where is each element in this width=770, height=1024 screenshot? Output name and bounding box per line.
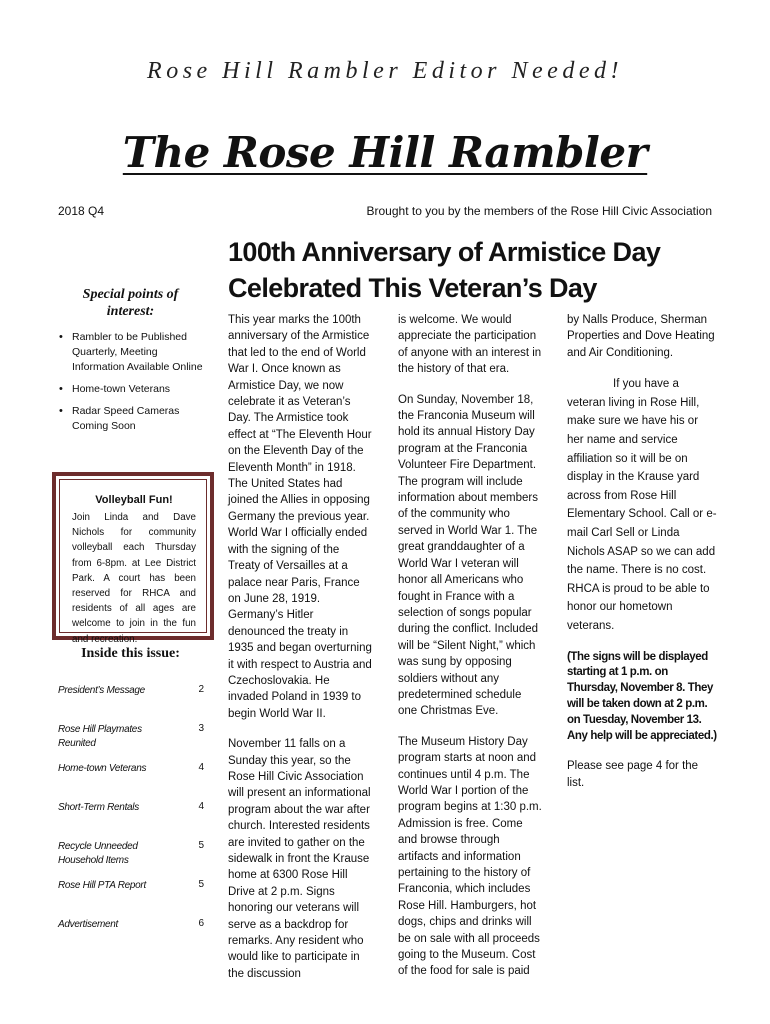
toc-page: 6	[198, 918, 204, 929]
masthead-title: The Rose Hill Rambler	[122, 128, 648, 177]
special-points-title: Special points of interest:	[82, 287, 179, 319]
article-column-2	[398, 312, 543, 994]
article-paragraph: Please see page 4 for the list.	[567, 760, 699, 789]
toc-page: 4	[198, 762, 204, 773]
issue-date: 2018 Q4	[58, 204, 105, 218]
volleyball-callout-inner	[59, 479, 207, 645]
toc-label: Recycle Unneeded Household Items	[58, 841, 138, 866]
toc-label: Rose Hill PTA Report	[58, 880, 146, 891]
signs-notice: (The signs will be displayed starting at 1 p.m. on Thursday, November 8. They will be taken down at 2 p.m. on Tuesday, November 13. Any help will be appreciated.)	[567, 650, 717, 742]
toc-page: 4	[198, 801, 204, 812]
inside-issue-title: Inside this issue:	[81, 646, 180, 661]
toc-label: President’s Message	[58, 685, 145, 696]
volleyball-text: Join Linda and Dave Nichols for community volleyball each Thursday from 6-8pm. at Lee District Park. A court has been reserved for RHCA and residents of all ages are welcome to join in the fun and recreation.	[72, 512, 196, 645]
tagline: Brought to you by the members of the Rose Hill Civic Association	[366, 204, 712, 218]
article-paragraph: November 11 falls on a Sunday this year, so the Rose Hill Civic Association will present an informational program about the war after church. Interested residents are invited to gather on the sidewalk in front the Krause home at 6300 Rose Hill Drive at 2 p.m. Signs honoring our veterans will serve as a backdrop for remarks. Any resident who would like to participate in the discussion	[228, 738, 371, 980]
newsletter-masthead	[0, 128, 770, 177]
special-point-item: • Radar Speed Cameras Coming Soon	[58, 404, 208, 434]
special-point-item: • Rambler to be Published Quarterly, Meeting Information Available Online	[58, 330, 208, 375]
toc-page: 5	[198, 879, 204, 890]
headline-line-2: Celebrated This Veteran’s Day	[228, 273, 597, 303]
toc-page: 3	[198, 723, 204, 734]
article-paragraph: by Nalls Produce, Sherman Properties and Dove Heating and Air Conditioning.	[567, 314, 715, 359]
article-column-3	[567, 312, 717, 805]
article-paragraph: This year marks the 100th anniversary of the Armistice that led to the end of World War I. Once known as Armistice Day, we now celebrate it as Veteran’s Day. The Armistice took effect at “The Eleventh Hour on the Eleventh Day of the Eleventh Month” in 1918. The United States had joined the Allies in opposing Germany the previous year. World War I officially ended with the signing of the Treaty of Versailles at a palace near Paris, France on June 28, 1919. Germany’s Hitler denounced the treaty in 1935 and began overturning it with respect to Austria and Czechoslovakia. He invaded Poland in 1939 to begin World War II.	[228, 314, 372, 720]
toc-label: Rose Hill Playmates Reunited	[58, 724, 142, 749]
headline-line-1: 100th Anniversary of Armistice Day	[228, 237, 661, 267]
toc-page: 2	[198, 684, 204, 695]
article-paragraph: is welcome. We would appreciate the participation of anyone with an interest in the history of that era.	[398, 314, 542, 376]
editor-needed-banner: Rose Hill Rambler Editor Needed!	[147, 58, 623, 84]
toc-label: Advertisement	[58, 919, 119, 930]
volleyball-title: Volleyball Fun!	[95, 494, 173, 506]
special-point-item: • Home-town Veterans	[58, 382, 208, 397]
article-paragraph: On Sunday, November 18, the Franconia Museum will hold its annual History Day program at the Franconia Volunteer Fire Department. The program will include information about members of the community who served in World War 1. The great granddaughter of a World War I veteran will honor all Americans who fought in France with a selection of songs popular during the conflict. Included will be “Silent Night,” which was sung by opposing soldiers without any predetermined schedule one Christmas Eve.	[398, 393, 539, 718]
toc-page: 5	[198, 840, 204, 851]
article-paragraph: The Museum History Day program starts at noon and continues until 4 p.m. The World War I portion of the program begins at 1:30 p.m. Admission is free. Come and browse through artifacts and information pertaining to the history of Franconia, which includes Rose Hill. Hamburgers, hot dogs, chips and drinks will be on sale with all proceeds going to the Museum. Cost of the food for sale is paid	[398, 735, 542, 978]
volleyball-callout-box	[52, 472, 214, 645]
toc-label: Home-town Veterans	[58, 763, 147, 774]
article-headline	[228, 234, 728, 306]
special-points-list	[58, 330, 208, 441]
article-paragraph: If you have a veteran living in Rose Hill, make sure we have his or her name and service affiliation so it will be on display in the Krause yard across from Rose Hill Elementary School. Call or e-mail Carl Sell or Linda Nichols ASAP so we can add the name. There is no cost. RHCA is proud to be able to honor our hometown veterans.	[567, 378, 717, 632]
toc-label: Short-Term Rentals	[58, 802, 139, 813]
article-column-1	[228, 312, 373, 996]
